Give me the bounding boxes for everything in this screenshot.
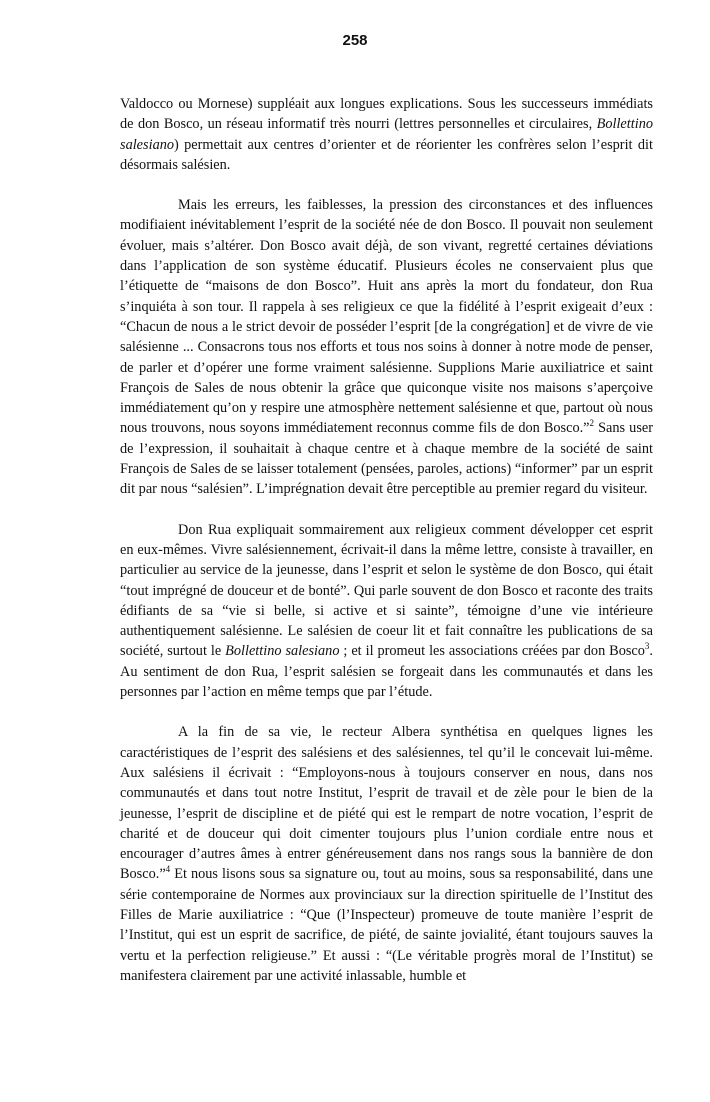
paragraph: [120, 94, 653, 175]
text-run: Sans user de l’expression, il souhaitait à chaque centre et à chaque membre de la société de saint François de Sales de se laisser totalement (pensées, paroles, actions) “informer” par un esprit dit par nous “salésien”. L’imprégnation devait être perceptible au premier regard du visiteur.: [120, 420, 653, 498]
footnote-marker: 2: [589, 418, 595, 429]
footnote-marker: 4: [165, 864, 171, 875]
footnote-marker: 3: [644, 641, 650, 652]
text-run: ; et il promeut les associations créées par don Bosco: [339, 643, 645, 660]
paragraph: [120, 520, 653, 703]
body-text: [120, 94, 653, 1006]
paragraph: [120, 722, 653, 986]
text-run: Don Rua expliquait sommairement aux religieux comment développer cet esprit en eux-mêmes. Vivre salésiennement, écrivait-il dans la même lettre, consiste à travailler, en particulier au service de la jeunesse, dans l’esprit et selon le système de don Bosco, qui était “tout imprégné de douceur et de bonté”. Qui parle souvent de don Bosco et raconte des traits édifiants de sa “vie si belle, si active et si sainte”, témoigne d’une vie intérieure authentiquement salésienne. Le salésien de coeur lit et fait connaître les publications de sa société, surtout le: [120, 521, 653, 660]
text-run: Et nous lisons sous sa signature ou, tout au moins, sous sa responsabilité, dans une série contemporaine de Normes aux provinciaux sur la direction spirituelle de l’Institut des Filles de Marie auxiliatrice : “Que (l’Inspecteur) promeuve de toute manière l’esprit de l’Institut, qui est un esprit de sacrifice, de piété, de sainte jovialité, étant toujours sauves la vertu et la perfection religieuse.” Et aussi : “(Le véritable progrès moral de l’Institut) se manifestera clairement par une activité inlassable, humble et: [120, 866, 653, 984]
page-number: 258: [342, 32, 368, 49]
text-run: A la fin de sa vie, le recteur Albera synthétisa en quelques lignes les caractéristiques de l’esprit des salésiens et des salésiennes, tel qu’il le concevait lui-même. Aux salésiens il écrivait : “Employons-nous à toujours conserver en nous, dans nos communautés et dans tout notre Institut, l’esprit de travail et de zèle pour le bien de la jeunesse, l’esprit de discipline et de piété qui est le rempart de notre vocation, l’esprit de charité et de douceur qui doit cimenter toujours plus l’union cordiale entre nous et encourager d’autres âmes à entrer généreusement dans nos rangs sous la bannière de don Bosco.”: [120, 724, 653, 883]
text-run: . Au sentiment de don Rua, l’esprit salésien se forgeait dans les communautés et dans les personnes par l’action en même temps que par l’étude.: [120, 643, 653, 701]
italic-title: Bollettino salesiano: [225, 643, 340, 660]
text-run: ) permettait aux centres d’orienter et de réorienter les confrères selon l’esprit dit désormais salésien.: [120, 136, 653, 173]
italic-title: Bollettino salesiano: [120, 116, 653, 153]
text-run: Valdocco ou Mornese) suppléait aux longues explications. Sous les successeurs immédiats de don Bosco, un réseau informatif très nourri (lettres personnelles et circulaires,: [120, 96, 653, 133]
text-run: Mais les erreurs, les faiblesses, la pression des circonstances et des influences modifiaient inévitablement l’esprit de la société née de don Bosco. Il pouvait non seulement évoluer, mais s’altérer. Don Bosco avait déjà, de son vivant, regretté certaines déviations dans l’application de son système éducatif. Plusieurs écoles ne conservaient plus que l’étiquette de “maisons de don Bosco”. Huit ans après la mort du fondateur, don Rua s’inquiéta à son tour. Il rappela à ses religieux ce que la fidélité à l’esprit exigeait d’eux : “Chacun de nous a le strict devoir de posséder l’esprit [de la congrégation] et de vivre de vie salésienne ... Consacrons tous nos efforts et tous nos soins à donner à notre mode de penser, de parler et d’opérer une forme vraiment salésienne. Supplions Marie auxiliatrice et saint François de Sales de nous obtenir la grâce que quiconque visite nos maisons s’aperçoive immédiatement qu’on y respire une atmosphère nettement salésienne et que, partout où nous nous trouvons, nous soyons immédiatement reconnus comme fils de don Bosco.”: [120, 197, 653, 437]
paragraph: [120, 195, 653, 499]
